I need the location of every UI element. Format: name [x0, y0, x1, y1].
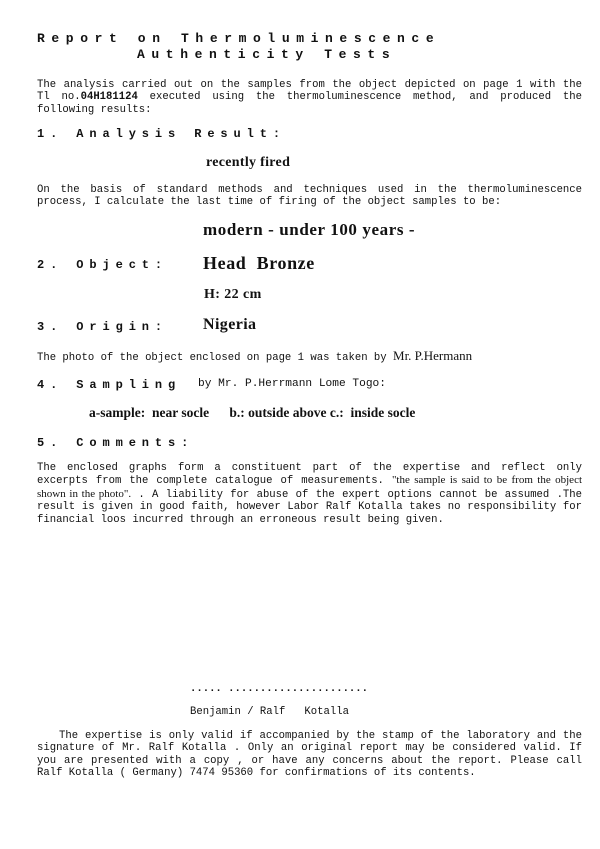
comments-part1: The enclosed graphs form a constituent part of the expertise and reflect only excerpts from the complete catalogue of measurements. [37, 462, 582, 488]
object-name-value: Head Bronze [203, 253, 315, 273]
sampling-by: by Mr. P.Herrmann Lome Togo: [198, 378, 386, 390]
photo-text: The photo of the object enclosed on page 1 was taken by [37, 352, 394, 364]
firing-age-value: modern - under 100 years - [203, 220, 416, 239]
section1-heading: 1. Analysis Result: [37, 127, 286, 141]
report-title-line1: Report on Thermoluminescence [37, 31, 441, 46]
report-title-line2: Authenticity Tests [137, 47, 397, 62]
intro-paragraph [37, 79, 582, 116]
section3-heading: 3. Origin: [37, 320, 169, 334]
intro-suffix: executed using the thermoluminescence method, and produced the following results: [37, 91, 582, 116]
tl-number: 04H181124 [80, 91, 138, 104]
intro-prefix: The analysis carried out on the samples from the object depicted on page 1 with the Tl no. [37, 79, 582, 104]
analysis-result-value: recently fired [206, 155, 291, 170]
section4-heading: 4. Sampling [37, 378, 182, 392]
footer-validity-note: The expertise is only valid if accompanied by the stamp of the laboratory and the signature of Mr. Ralf Kotalla . Only an original report may be considered valid. If you are presented with a copy , or have any concerns about the report. Please call Ralf Kotalla ( Germany) 7474 95360 for confirmations of its contents. [37, 730, 582, 780]
comments-paragraph [37, 462, 582, 526]
comments-part2: . A liability for abuse of the expert options cannot be assumed .The result is given in good faith, however Labor Ralf Kotalla takes no responsibility for financial loos incurred through an erroneous result being given. [37, 488, 582, 526]
section5-heading: 5. Comments: [37, 436, 195, 450]
signatories: Benjamin / Ralf Kotalla [190, 706, 349, 718]
signature-line: ..... ...................... [190, 683, 369, 695]
photo-by: Mr. P.Hermann [393, 348, 473, 363]
comments-quote: "the sample is said to be from the object shown in the photo". [37, 474, 583, 500]
samples-line: a-sample: near socle b.: outside above c.: inside socle [89, 405, 416, 420]
basis-paragraph: On the basis of standard methods and techniques used in the thermoluminescence process, I calculate the last time of firing of the object samples to be: [37, 184, 582, 209]
origin-value: Nigeria [203, 316, 257, 333]
photo-line [37, 350, 472, 364]
object-height-value: H: 22 cm [204, 287, 262, 302]
section2-heading: 2. Object: [37, 258, 169, 272]
